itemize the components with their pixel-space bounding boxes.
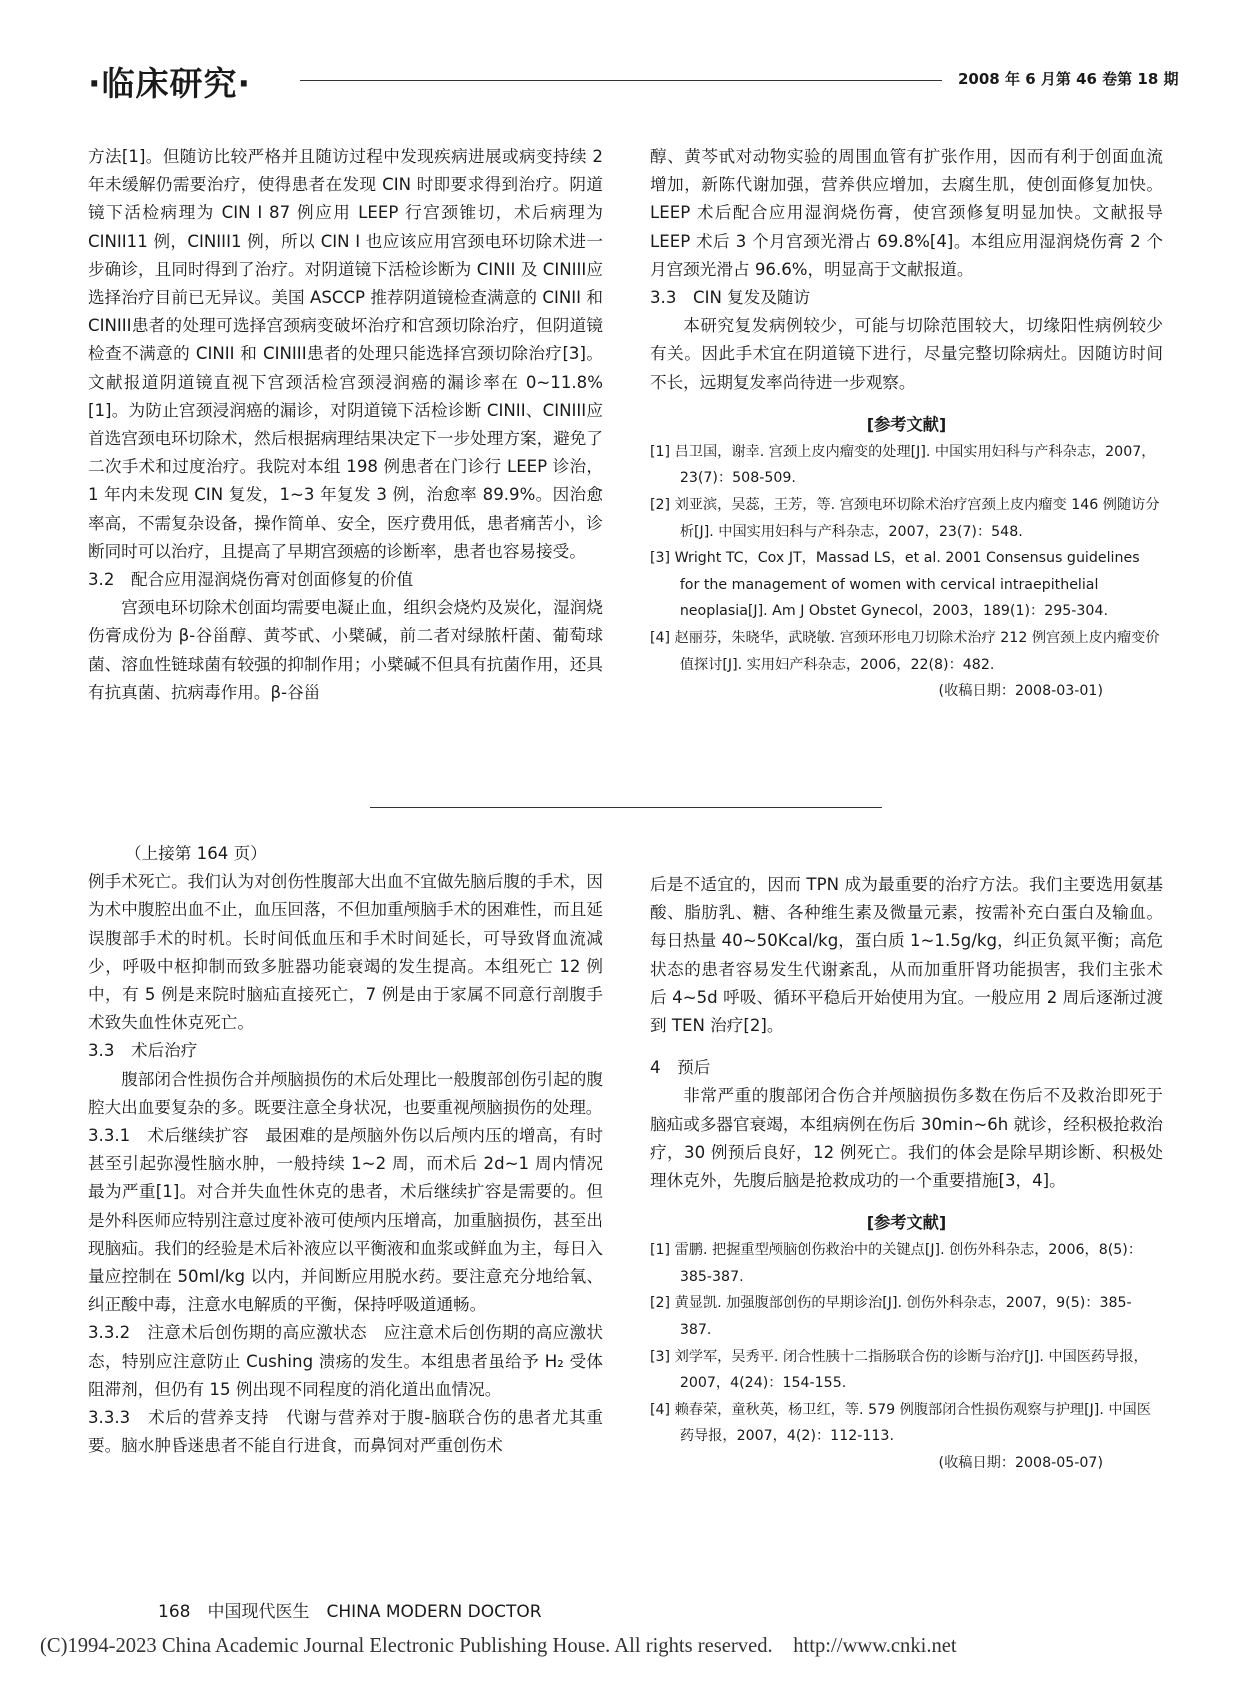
paragraph: 腹部闭合性损伤合并颅脑损伤的术后处理比一般腹部创伤引起的腹腔大出血要复杂的多。既要注意全身状况，也要重视颅脑损伤的处理。 bbox=[88, 1069, 603, 1117]
paragraph: 3.3.1 术后继续扩容 最困难的是颅脑外伤以后颅内压的增高，有时甚至引起弥漫性脑水肿，一般持续 1~2 周，而术后 2d~1 周内情况最为严重[1]。对合并失血性休克的患者，术后继续扩容是需要的。但是外科医师应特别注意过度补液可使颅内压增高，加重脑损伤，甚至出现脑疝。我们的经验是术后补液应以平衡液和血浆或鲜血为主，每日入量应控制在 50ml/kg 以内，并间断应用脱水药。要注意充分地给氧、纠正酸中毒，注意水电解质的平衡，保持呼吸道通畅。 bbox=[88, 1126, 603, 1315]
section-heading: 3.3 术后治疗 bbox=[88, 1041, 198, 1061]
article-divider bbox=[370, 807, 882, 808]
paragraph: 方法[1]。但随访比较严格并且随访过程中发现疾病进展或病变持续 2 年未缓解仍需要治疗，使得患者在发现 CIN 时即要求得到治疗。阴道镜下活检病理为 CIN I 87 例应用 LEEP 行宫颈锥切，术后病理为 CINII11 例，CINIII1 例，所以 CIN I 也应该应用宫颈电环切除术进一步确诊，且同时得到了治疗。对阴道镜下活检诊断为 CINII 及 CINIII应选择治疗目前已无异议。美国 ASCCP 推荐阴道镜检查满意的 CINII 和 CINIII患者的处理可选择宫颈病变破坏治疗和宫颈切除治疗，但阴道镜检查不满意的 CINII 和 CINIII患者的处理只能选择宫颈切除治疗[3]。文献报道阴道镜直视下宫颈活检宫颈浸润癌的漏诊率在 0~11.8%[1]。为防止宫颈浸润癌的漏诊，对阴道镜下活检诊断 CINII、CINIII应首选宫颈电环切除术，然后根据病理结果决定下一步处理方案，避免了二次手术和过度治疗。我院对本组 198 例患者在门诊行 LEEP 诊治，1 年内未发现 CIN 复发，1~3 年复发 3 例，治愈率 89.9%。因治愈率高，不需复杂设备，操作简单、安全，医疗费用低，患者痛苦小，诊断同时可以治疗，且提高了早期宫颈癌的诊断率，患者也容易接受。 bbox=[88, 147, 603, 561]
spacer bbox=[650, 1040, 1163, 1054]
continued-note: （上接第 164 页） bbox=[125, 844, 267, 863]
reference-item: [2] 黄显凯. 加强腹部创伤的早期诊治[J]. 创伤外科杂志，2007，9(5)：385-387. bbox=[650, 1295, 1132, 1339]
bottom-left-body bbox=[88, 868, 603, 1460]
copyright-line: (C)1994-2023 China Academic Journal Electronic Publishing House. All rights reserved. http://www.cnki.net bbox=[40, 1635, 957, 1657]
references-title: [参考文献] bbox=[866, 414, 947, 434]
page-footer: 168 中国现代医生 CHINA MODERN DOCTOR bbox=[158, 1602, 542, 1622]
top-right-column bbox=[650, 143, 1163, 705]
reference-item: [3] 刘学军，吴秀平. 闭合性胰十二指肠联合伤的诊断与治疗[J]. 中国医药导报，2007，4(24)：154-155. bbox=[650, 1348, 1148, 1392]
spacer bbox=[650, 1195, 1163, 1209]
section-heading: 4 预后 bbox=[650, 1058, 711, 1078]
section-title: ·临床研究· bbox=[88, 64, 252, 103]
paragraph: 3.3.3 术后的营养支持 代谢与营养对于腹-脑联合伤的患者尤其重要。脑水肿昏迷患者不能自行进食，而鼻饲对严重创伤术 bbox=[88, 1408, 603, 1456]
paragraph: 本研究复发病例较少，可能与切除范围较大，切缘阳性病例较少有关。因此手术宜在阴道镜下进行，尽量完整切除病灶。因随访时间不长，远期复发率尚待进一步观察。 bbox=[650, 316, 1163, 392]
paragraph: 宫颈电环切除术创面均需要电凝止血，组织会烧灼及炭化，湿润烧伤膏成份为 β-谷甾醇、黄芩甙、小檗碱，前二者对绿脓杆菌、葡萄球菌、溶血性链球菌有较强的抑制作用；小檗碱不但具有抗菌作用，还具有抗真菌、抗病毒作用。β-谷甾 bbox=[88, 598, 603, 702]
issue-info: 2008 年 6 月第 46 卷第 18 期 bbox=[958, 70, 1179, 88]
spacer bbox=[650, 397, 1163, 411]
top-left-column bbox=[88, 143, 603, 707]
bottom-left-column bbox=[88, 840, 603, 1460]
reference-item: [4] 赵丽芬，朱晓华，武晓敏. 宫颈环形电刀切除术治疗 212 例宫颈上皮内瘤变价值探讨[J]. 实用妇产科杂志，2006，22(8)：482. bbox=[650, 629, 1160, 673]
paragraph: 例手术死亡。我们认为对创伤性腹部大出血不宜做先脑后腹的手术，因为术中腹腔出血不止，血压回落，不但加重颅脑手术的困难性，而且延误腹部手术的时机。长时间低血压和手术时间延长，可导致肾血流减少，呼吸中枢抑制而致多脏器功能衰竭的发生提高。本组死亡 12 例中，有 5 例是来院时脑疝直接死亡，7 例是由于家属不同意行剖腹手术致失血性休克死亡。 bbox=[88, 872, 603, 1033]
bottom-right-column bbox=[650, 871, 1163, 1477]
received-date: (收稿日期：2008-05-07) bbox=[938, 1454, 1103, 1471]
reference-item: [2] 刘亚滨，吴蕊，王芳，等. 宫颈电环切除术治疗宫颈上皮内瘤变 146 例随访分析[J]. 中国实用妇科与产科杂志，2007，23(7)：548. bbox=[650, 497, 1160, 540]
references-title: [参考文献] bbox=[866, 1213, 947, 1233]
paragraph: 3.3.2 注意术后创伤期的高应激状态 应注意术后创伤期的高应激状态，特别应注意防止 Cushing 溃疡的发生。本组患者虽给予 H₂ 受体阻滞剂，但仍有 15 例出现不同程度的消化道出血情况。 bbox=[88, 1323, 603, 1399]
received-date: (收稿日期：2008-03-01) bbox=[938, 683, 1103, 700]
section-heading: 3.2 配合应用湿润烧伤膏对创面修复的价值 bbox=[88, 570, 414, 590]
paragraph: 后是不适宜的，因而 TPN 成为最重要的治疗方法。我们主要选用氨基酸、脂肪乳、糖、各种维生素及微量元素，按需补充白蛋白及输血。每日热量 40~50Kcal/kg，蛋白质 1~1.5g/kg，纠正负氮平衡；高危状态的患者容易发生代谢紊乱，从而加重肝肾功能损害，我们主张术后 4~5d 呼吸、循环平稳后开始使用为宜。一般应用 2 周后逐渐过渡到 TEN 治疗[2]。 bbox=[650, 875, 1164, 1036]
section-heading: 3.3 CIN 复发及随访 bbox=[650, 288, 811, 308]
reference-item: [4] 赖春荣，童秋英，杨卫红，等. 579 例腹部闭合性损伤观察与护理[J]. 中国医药导报，2007，4(2)：112-113. bbox=[650, 1401, 1151, 1445]
header-divider bbox=[300, 80, 942, 81]
reference-item: [3] Wright TC，Cox JT，Massad LS，et al. 2001 Consensus guidelines for the management of women with cervical intraepithelial neoplasia[J]. Am J Obstet Gynecol，2003，189(1)：295-304. bbox=[650, 550, 1140, 620]
paragraph: 非常严重的腹部闭合伤合并颅脑损伤多数在伤后不及救治即死于脑疝或多器官衰竭，本组病例在伤后 30min~6h 就诊，经积极抢救治疗，30 例预后良好，12 例死亡。我们的体会是除早期诊断、积极处理休克外，先腹后脑是抢救成功的一个重要措施[3，4]。 bbox=[650, 1086, 1163, 1191]
paragraph: 醇、黄芩甙对动物实验的周围血管有扩张作用，因而有利于创面血流增加，新陈代谢加强，营养供应增加，去腐生肌，使创面修复加快。LEEP 术后配合应用湿润烧伤膏，使宫颈修复明显加快。文献报导 LEEP 术后 3 个月宫颈光滑占 69.8%[4]。本组应用湿润烧伤膏 2 个月宫颈光滑占 96.6%，明显高于文献报道。 bbox=[650, 147, 1163, 279]
reference-item: [1] 雷鹏. 把握重型颅脑创伤救治中的关键点[J]. 创伤外科杂志，2006，8(5)：385-387. bbox=[650, 1242, 1143, 1285]
reference-item: [1] 吕卫国，谢幸. 宫颈上皮内瘤变的处理[J]. 中国实用妇科与产科杂志，2007，23(7)：508-509. bbox=[650, 443, 1156, 487]
